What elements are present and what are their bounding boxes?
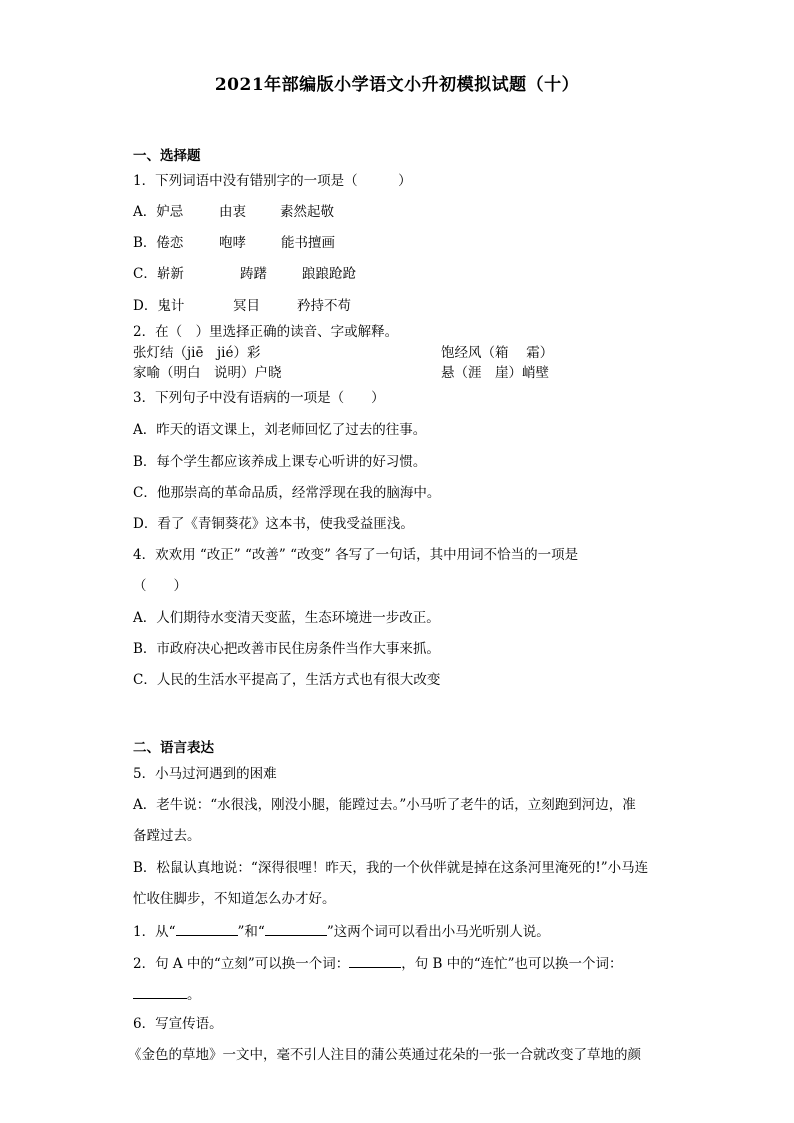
option-label: A．妒忌 (133, 204, 184, 220)
option-row (133, 234, 335, 252)
choice-item: 张灯结（jiē jié）彩 (133, 345, 261, 361)
fill-text: ”这两个词可以看出小马光听别人说。 (326, 924, 550, 940)
choice-item: 悬（涯 崖）峭壁 (441, 365, 549, 381)
question-stem: 6．写宣传语。 (133, 1016, 223, 1032)
answer-blank[interactable] (349, 953, 401, 968)
fill-text: 。 (187, 987, 201, 1003)
option-word: 咆哮 (219, 235, 246, 251)
fill-text: ，句 B 中的“连忙”也可以换一个词： (401, 956, 623, 972)
option-label: B．倦恋 (133, 235, 184, 251)
answer-paren: （ ） (133, 578, 187, 594)
choice-item: 家喻（明白 说明）户晓 (133, 365, 282, 381)
option-row (133, 265, 356, 283)
fill-text: 1．从“ (133, 924, 176, 940)
option-text: C．他那崇高的革命品质，经常浮现在我的脑海中。 (133, 485, 441, 501)
question-stem: 4．欢欢用 “改正” “改善” “改变” 各写了一句话，其中用词不恰当的一项是 (133, 547, 579, 563)
option-word: 踌躇 (240, 266, 267, 282)
fill-blank-question (133, 921, 550, 941)
answer-blank[interactable] (176, 921, 238, 936)
question-stem: 1．下列词语中没有错别字的一项是（ ） (133, 173, 412, 189)
option-text: C．人民的生活水平提高了，生活方式也有很大改变 (133, 672, 441, 688)
option-word: 踉踉跄跄 (302, 266, 356, 282)
choice-item: 饱经风（箱 霜） (441, 345, 554, 361)
answer-blank[interactable] (133, 984, 187, 999)
answer-blank[interactable] (265, 921, 327, 936)
section-heading: 二、语言表达 (133, 740, 214, 756)
option-row (133, 297, 351, 315)
question-stem: 5．小马过河遇到的困难 (133, 766, 277, 782)
passage-line: 忙收住脚步，不知道怎么办才好。 (133, 891, 336, 907)
passage-line: 《金色的草地》一文中，毫不引人注目的蒲公英通过花朵的一张一合就改变了草地的颜 (128, 1047, 641, 1063)
question-stem: 2．在（ ）里选择正确的读音、字或解释。 (133, 324, 399, 340)
fill-text: ”和“ (237, 924, 265, 940)
passage-line: B．松鼠认真地说：“深得很哩！昨天，我的一个伙伴就是掉在这条河里淹死的!”小马连 (133, 860, 649, 876)
option-text: A．昨天的语文课上，刘老师回忆了过去的往事。 (133, 422, 427, 438)
option-word: 能书擅画 (281, 235, 335, 251)
option-text: D．看了《青铜葵花》这本书，使我受益匪浅。 (133, 516, 414, 532)
option-text: A．人们期待水变清天变蓝，生态环境进一步改正。 (133, 610, 440, 626)
option-label: D．鬼计 (133, 298, 185, 314)
fill-blank-continuation (133, 984, 201, 1004)
question-stem: 3．下列句子中没有语病的一项是（ ） (133, 390, 385, 406)
option-text: B．市政府决心把改善市民住房条件当作大事来抓。 (133, 641, 440, 657)
passage-line: A．老牛说：“水很浅，刚没小腿，能蹚过去。”小马听了老牛的话，立刻跑到河边，准 (133, 797, 636, 813)
page-title: 2021年部编版小学语文小升初模拟试题（十） (214, 75, 580, 95)
option-word: 矜持不苟 (297, 298, 351, 314)
option-word: 冥目 (233, 298, 260, 314)
option-label: C．崭新 (133, 266, 184, 282)
option-row (133, 203, 334, 221)
fill-text: 2．句 A 中的“立刻”可以换一个词： (133, 956, 350, 972)
section-heading: 一、选择题 (133, 148, 201, 164)
fill-blank-question (133, 953, 623, 973)
option-text: B．每个学生都应该养成上课专心听讲的好习惯。 (133, 454, 427, 470)
option-word: 由衷 (219, 204, 246, 220)
passage-line: 备蹚过去。 (133, 828, 201, 844)
option-word: 素然起敬 (280, 204, 334, 220)
